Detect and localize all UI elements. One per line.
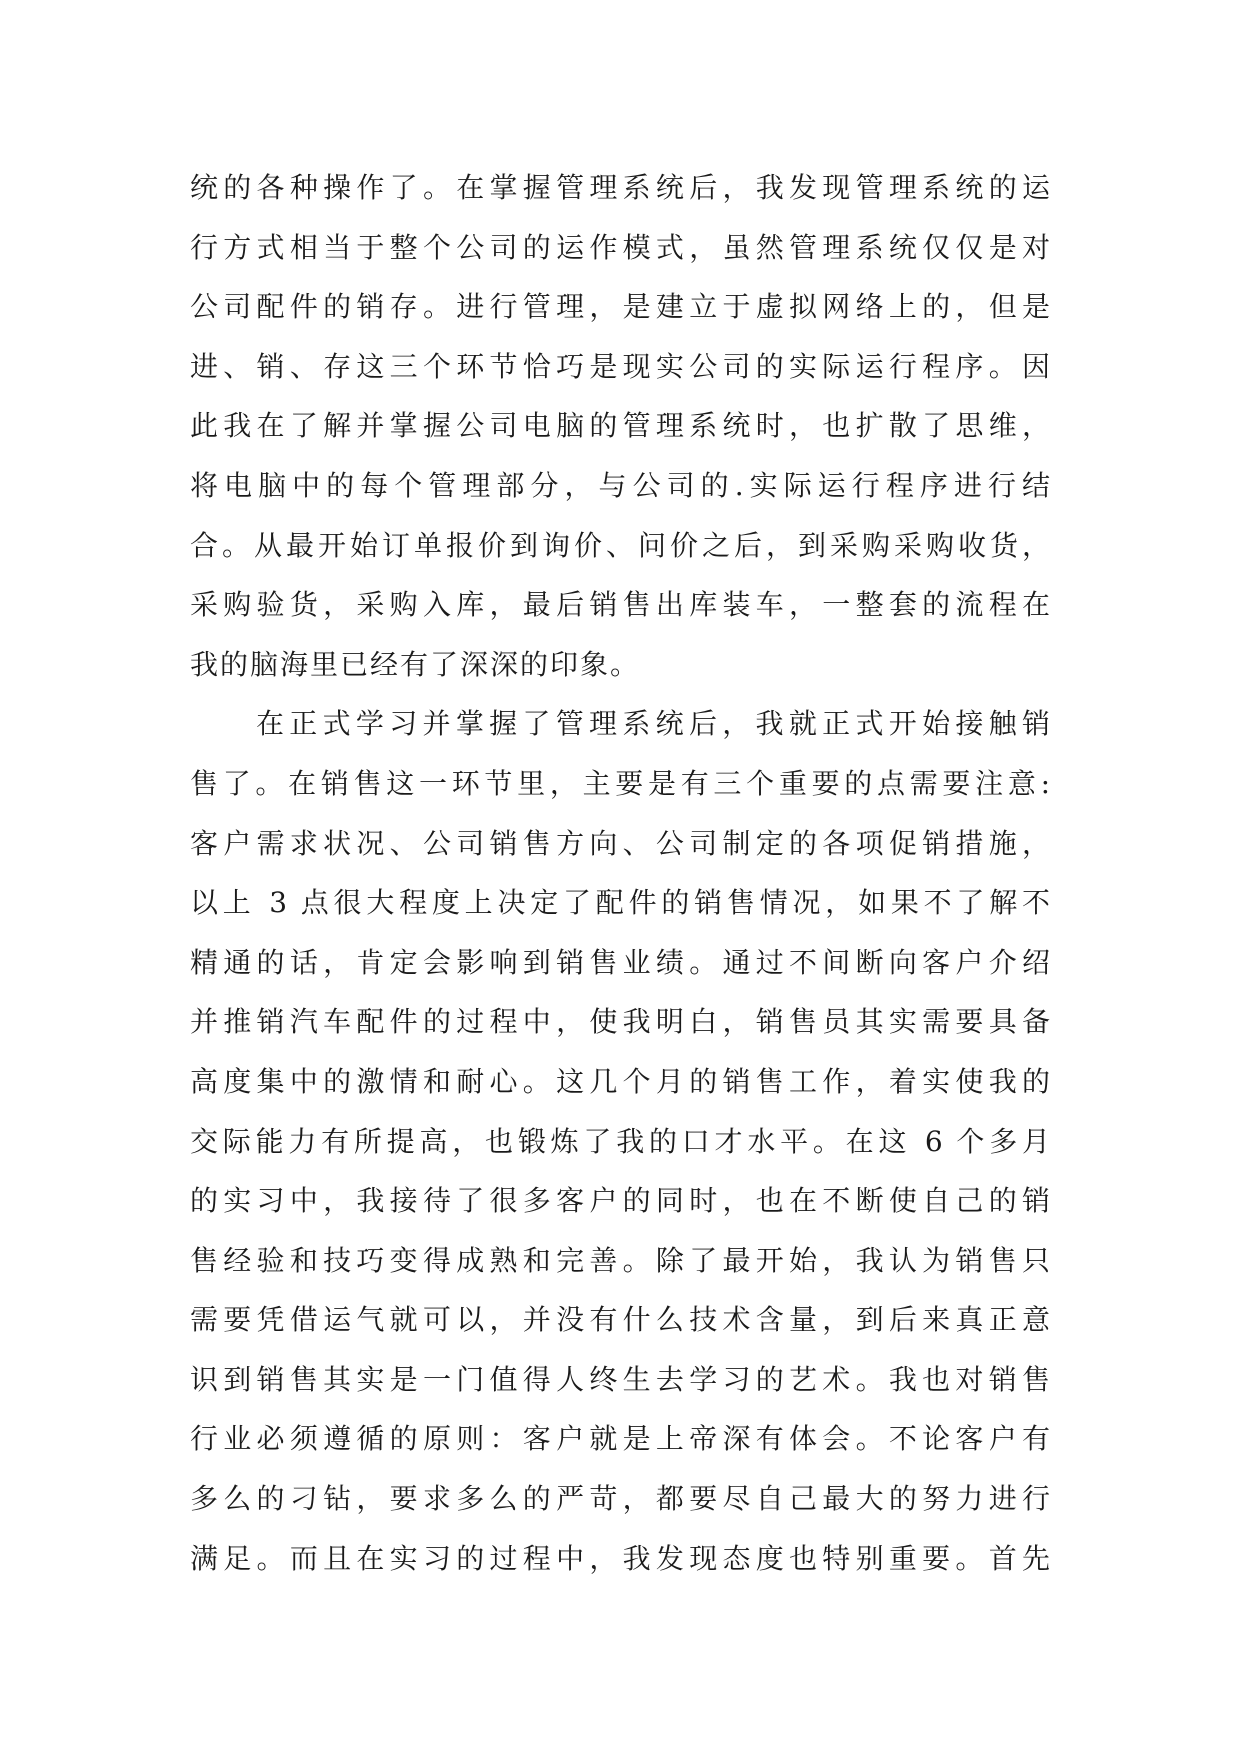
text-line: 售经验和技巧变得成熟和完善。除了最开始，我认为销售只 xyxy=(190,1243,1050,1277)
text-line: 客户需求状况、公司销售方向、公司制定的各项促销措施， xyxy=(190,826,1050,860)
document-body xyxy=(190,158,1050,1588)
text-line: 并推销汽车配件的过程中，使我明白，销售员其实需要具备 xyxy=(190,1005,1050,1039)
text-line: 行业必须遵循的原则：客户就是上帝深有体会。不论客户有 xyxy=(190,1422,1050,1456)
text-line: 高度集中的激情和耐心。这几个月的销售工作，着实使我的 xyxy=(190,1064,1050,1098)
text-line: 售了。在销售这一环节里，主要是有三个重要的点需要注意: xyxy=(190,766,1050,800)
text-line: 公司配件的销存。进行管理，是建立于虚拟网络上的，但是 xyxy=(190,290,1050,324)
text-line: 需要凭借运气就可以，并没有什么技术含量，到后来真正意 xyxy=(190,1303,1050,1337)
text-line: 识到销售其实是一门值得人终生去学习的艺术。我也对销售 xyxy=(190,1362,1050,1396)
text-line: 精通的话，肯定会影响到销售业绩。通过不间断向客户介绍 xyxy=(190,945,1050,979)
text-line: 以上 3 点很大程度上决定了配件的销售情况，如果不了解不 xyxy=(190,886,1050,920)
text-line: 进、销、存这三个环节恰巧是现实公司的实际运行程序。因 xyxy=(190,349,1050,383)
text-line: 的实习中，我接待了很多客户的同时，也在不断使自己的销 xyxy=(190,1184,1050,1218)
text-line: 交际能力有所提高，也锻炼了我的口才水平。在这 6 个多月 xyxy=(190,1124,1050,1158)
text-line: 采购验货，采购入库，最后销售出库装车，一整套的流程在 xyxy=(190,588,1050,622)
text-line-paragraph-end: 我的脑海里已经有了深深的印象。 xyxy=(190,647,641,681)
text-line-paragraph-start: 在正式学习并掌握了管理系统后，我就正式开始接触销 xyxy=(256,707,1050,741)
text-line: 统的各种操作了。在掌握管理系统后，我发现管理系统的运 xyxy=(190,171,1050,204)
text-line: 行方式相当于整个公司的运作模式，虽然管理系统仅仅是对 xyxy=(190,230,1050,264)
text-line: 此我在了解并掌握公司电脑的管理系统时，也扩散了思维， xyxy=(190,409,1050,443)
text-line: 合。从最开始订单报价到询价、问价之后，到采购采购收货， xyxy=(190,528,1050,562)
text-line: 将电脑中的每个管理部分，与公司的.实际运行程序进行结 xyxy=(190,468,1050,502)
text-line: 多么的刁钻，要求多么的严苛，都要尽自己最大的努力进行 xyxy=(190,1482,1050,1516)
text-line: 满足。而且在实习的过程中，我发现态度也特别重要。首先 xyxy=(190,1541,1050,1575)
